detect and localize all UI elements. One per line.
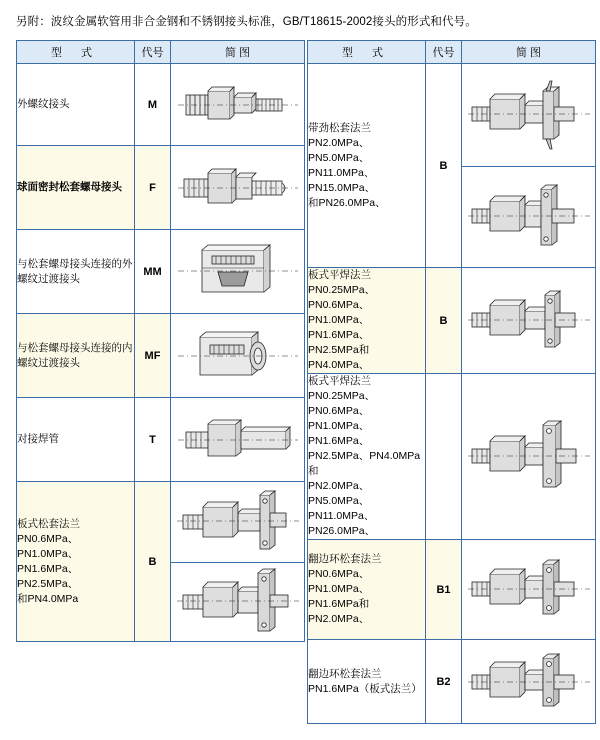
row-code: B2 bbox=[426, 640, 462, 724]
desc-line: PN2.0MPa、PN5.0MPa、 bbox=[308, 136, 370, 164]
desc-line: PN1.6MPa、PN2.5MPa、 bbox=[17, 562, 79, 590]
desc-line: PN0.6MPa、PN1.0MPa、 bbox=[17, 532, 79, 560]
desc-line: PN1.0MPa、PN1.6MPa、 bbox=[308, 420, 370, 447]
desc-line: PN11.0MPa、PN15.0MPa、 bbox=[308, 166, 376, 194]
desc-line: PN1.6MPa（板式法兰） bbox=[308, 682, 422, 695]
row-code: MM bbox=[135, 230, 171, 314]
row-figure bbox=[171, 314, 305, 398]
header-code: 代号 bbox=[426, 41, 462, 64]
row-description bbox=[308, 64, 426, 268]
external-thread-transition-drawing bbox=[171, 240, 304, 304]
table-header-row bbox=[17, 41, 305, 64]
male-thread-fitting-drawing bbox=[171, 75, 304, 135]
table-row bbox=[308, 268, 596, 374]
desc-line: PN11.0MPa、PN26.0MPa、 bbox=[308, 510, 376, 537]
row-figure bbox=[171, 146, 305, 230]
spherical-seal-union-nut-drawing bbox=[171, 157, 304, 219]
desc-line: 和PN4.0MPa bbox=[17, 592, 79, 605]
desc-line: 翻边环松套法兰 bbox=[308, 667, 382, 680]
row-description bbox=[308, 540, 426, 640]
header-figure: 简 图 bbox=[171, 41, 305, 64]
row-description: 球面密封松套螺母接头 bbox=[17, 146, 135, 230]
header-figure: 简 图 bbox=[462, 41, 596, 64]
row-figure bbox=[171, 398, 305, 482]
row-figure bbox=[171, 482, 305, 642]
plate-welding-flange-drawing-2 bbox=[462, 409, 595, 505]
row-description bbox=[308, 374, 426, 540]
plate-lap-joint-flange-drawing bbox=[177, 487, 299, 557]
desc-line: PN2.0MPa、PN5.0MPa、 bbox=[308, 480, 370, 507]
row-description bbox=[17, 482, 135, 642]
row-code: B1 bbox=[426, 540, 462, 640]
desc-line: 板式平焊法兰 bbox=[308, 269, 371, 281]
flared-ring-lap-flange-drawing-2 bbox=[462, 646, 595, 718]
table-row bbox=[17, 314, 305, 398]
ribbed-lap-joint-flange-drawing-2 bbox=[468, 173, 590, 261]
row-figure bbox=[171, 64, 305, 146]
table-row bbox=[308, 540, 596, 640]
row-figure bbox=[462, 640, 596, 724]
table-row bbox=[17, 64, 305, 146]
header-type: 型 式 bbox=[308, 41, 426, 64]
row-figure bbox=[171, 230, 305, 314]
desc-line: 板式平焊法兰 bbox=[308, 375, 371, 387]
desc-line: PN0.25MPa、PN0.6MPa、 bbox=[308, 390, 376, 417]
tables-container bbox=[16, 40, 584, 724]
row-code: MF bbox=[135, 314, 171, 398]
desc-line: 和PN26.0MPa、 bbox=[308, 196, 386, 209]
desc-line: PN1.0MPa、PN1.6MPa、 bbox=[308, 314, 370, 341]
row-description: 与松套螺母接头连接的内螺纹过渡接头 bbox=[17, 314, 135, 398]
row-code: F bbox=[135, 146, 171, 230]
table-row bbox=[17, 146, 305, 230]
row-figure bbox=[462, 540, 596, 640]
desc-line: PN2.5MPa和PN4.0MPa、 bbox=[308, 344, 370, 371]
butt-weld-pipe-drawing bbox=[171, 412, 304, 468]
ribbed-lap-joint-flange-drawing bbox=[468, 71, 590, 159]
table-row bbox=[17, 482, 305, 642]
table-row bbox=[17, 230, 305, 314]
table-header-row bbox=[308, 41, 596, 64]
desc-line: PN2.5MPa、PN4.0MPa 和 bbox=[308, 450, 421, 477]
table-row bbox=[308, 374, 596, 540]
row-description: 与松套螺母接头连接的外螺纹过渡接头 bbox=[17, 230, 135, 314]
row-description bbox=[308, 268, 426, 374]
desc-line: 带劲松套法兰 bbox=[308, 121, 371, 134]
desc-line: 翻边环松套法兰 bbox=[308, 553, 382, 565]
row-description bbox=[308, 640, 426, 724]
header-code: 代号 bbox=[135, 41, 171, 64]
row-code: B bbox=[426, 64, 462, 268]
row-description: 外螺纹接头 bbox=[17, 64, 135, 146]
row-figure bbox=[462, 64, 596, 268]
flared-ring-lap-flange-drawing bbox=[462, 548, 595, 632]
row-code: B bbox=[426, 268, 462, 374]
table-row bbox=[308, 64, 596, 268]
desc-line: PN0.25MPa、PN0.6MPa、 bbox=[308, 284, 376, 311]
row-code: B bbox=[135, 482, 171, 642]
page-title: 另附：波纹金属软管用非合金钢和不锈钢接头标准，GB/T18615-2002接头的形式和代号。 bbox=[16, 16, 477, 28]
table-row bbox=[17, 398, 305, 482]
table-row bbox=[308, 640, 596, 724]
left-spec-table bbox=[16, 40, 305, 642]
desc-line: 板式松套法兰 bbox=[17, 517, 80, 530]
plate-welding-flange-drawing bbox=[462, 277, 595, 365]
internal-thread-transition-drawing bbox=[171, 325, 304, 387]
desc-line: PN1.6MPa和PN2.0MPa、 bbox=[308, 598, 370, 625]
row-code bbox=[426, 374, 462, 540]
row-figure bbox=[462, 374, 596, 540]
header-type: 型 式 bbox=[17, 41, 135, 64]
row-code: T bbox=[135, 398, 171, 482]
desc-line: PN0.6MPa、PN1.0MPa、 bbox=[308, 568, 370, 595]
plate-lap-joint-flange-drawing-2 bbox=[177, 567, 299, 637]
row-code: M bbox=[135, 64, 171, 146]
row-figure bbox=[462, 268, 596, 374]
row-description: 对接焊管 bbox=[17, 398, 135, 482]
right-spec-table bbox=[307, 40, 596, 724]
